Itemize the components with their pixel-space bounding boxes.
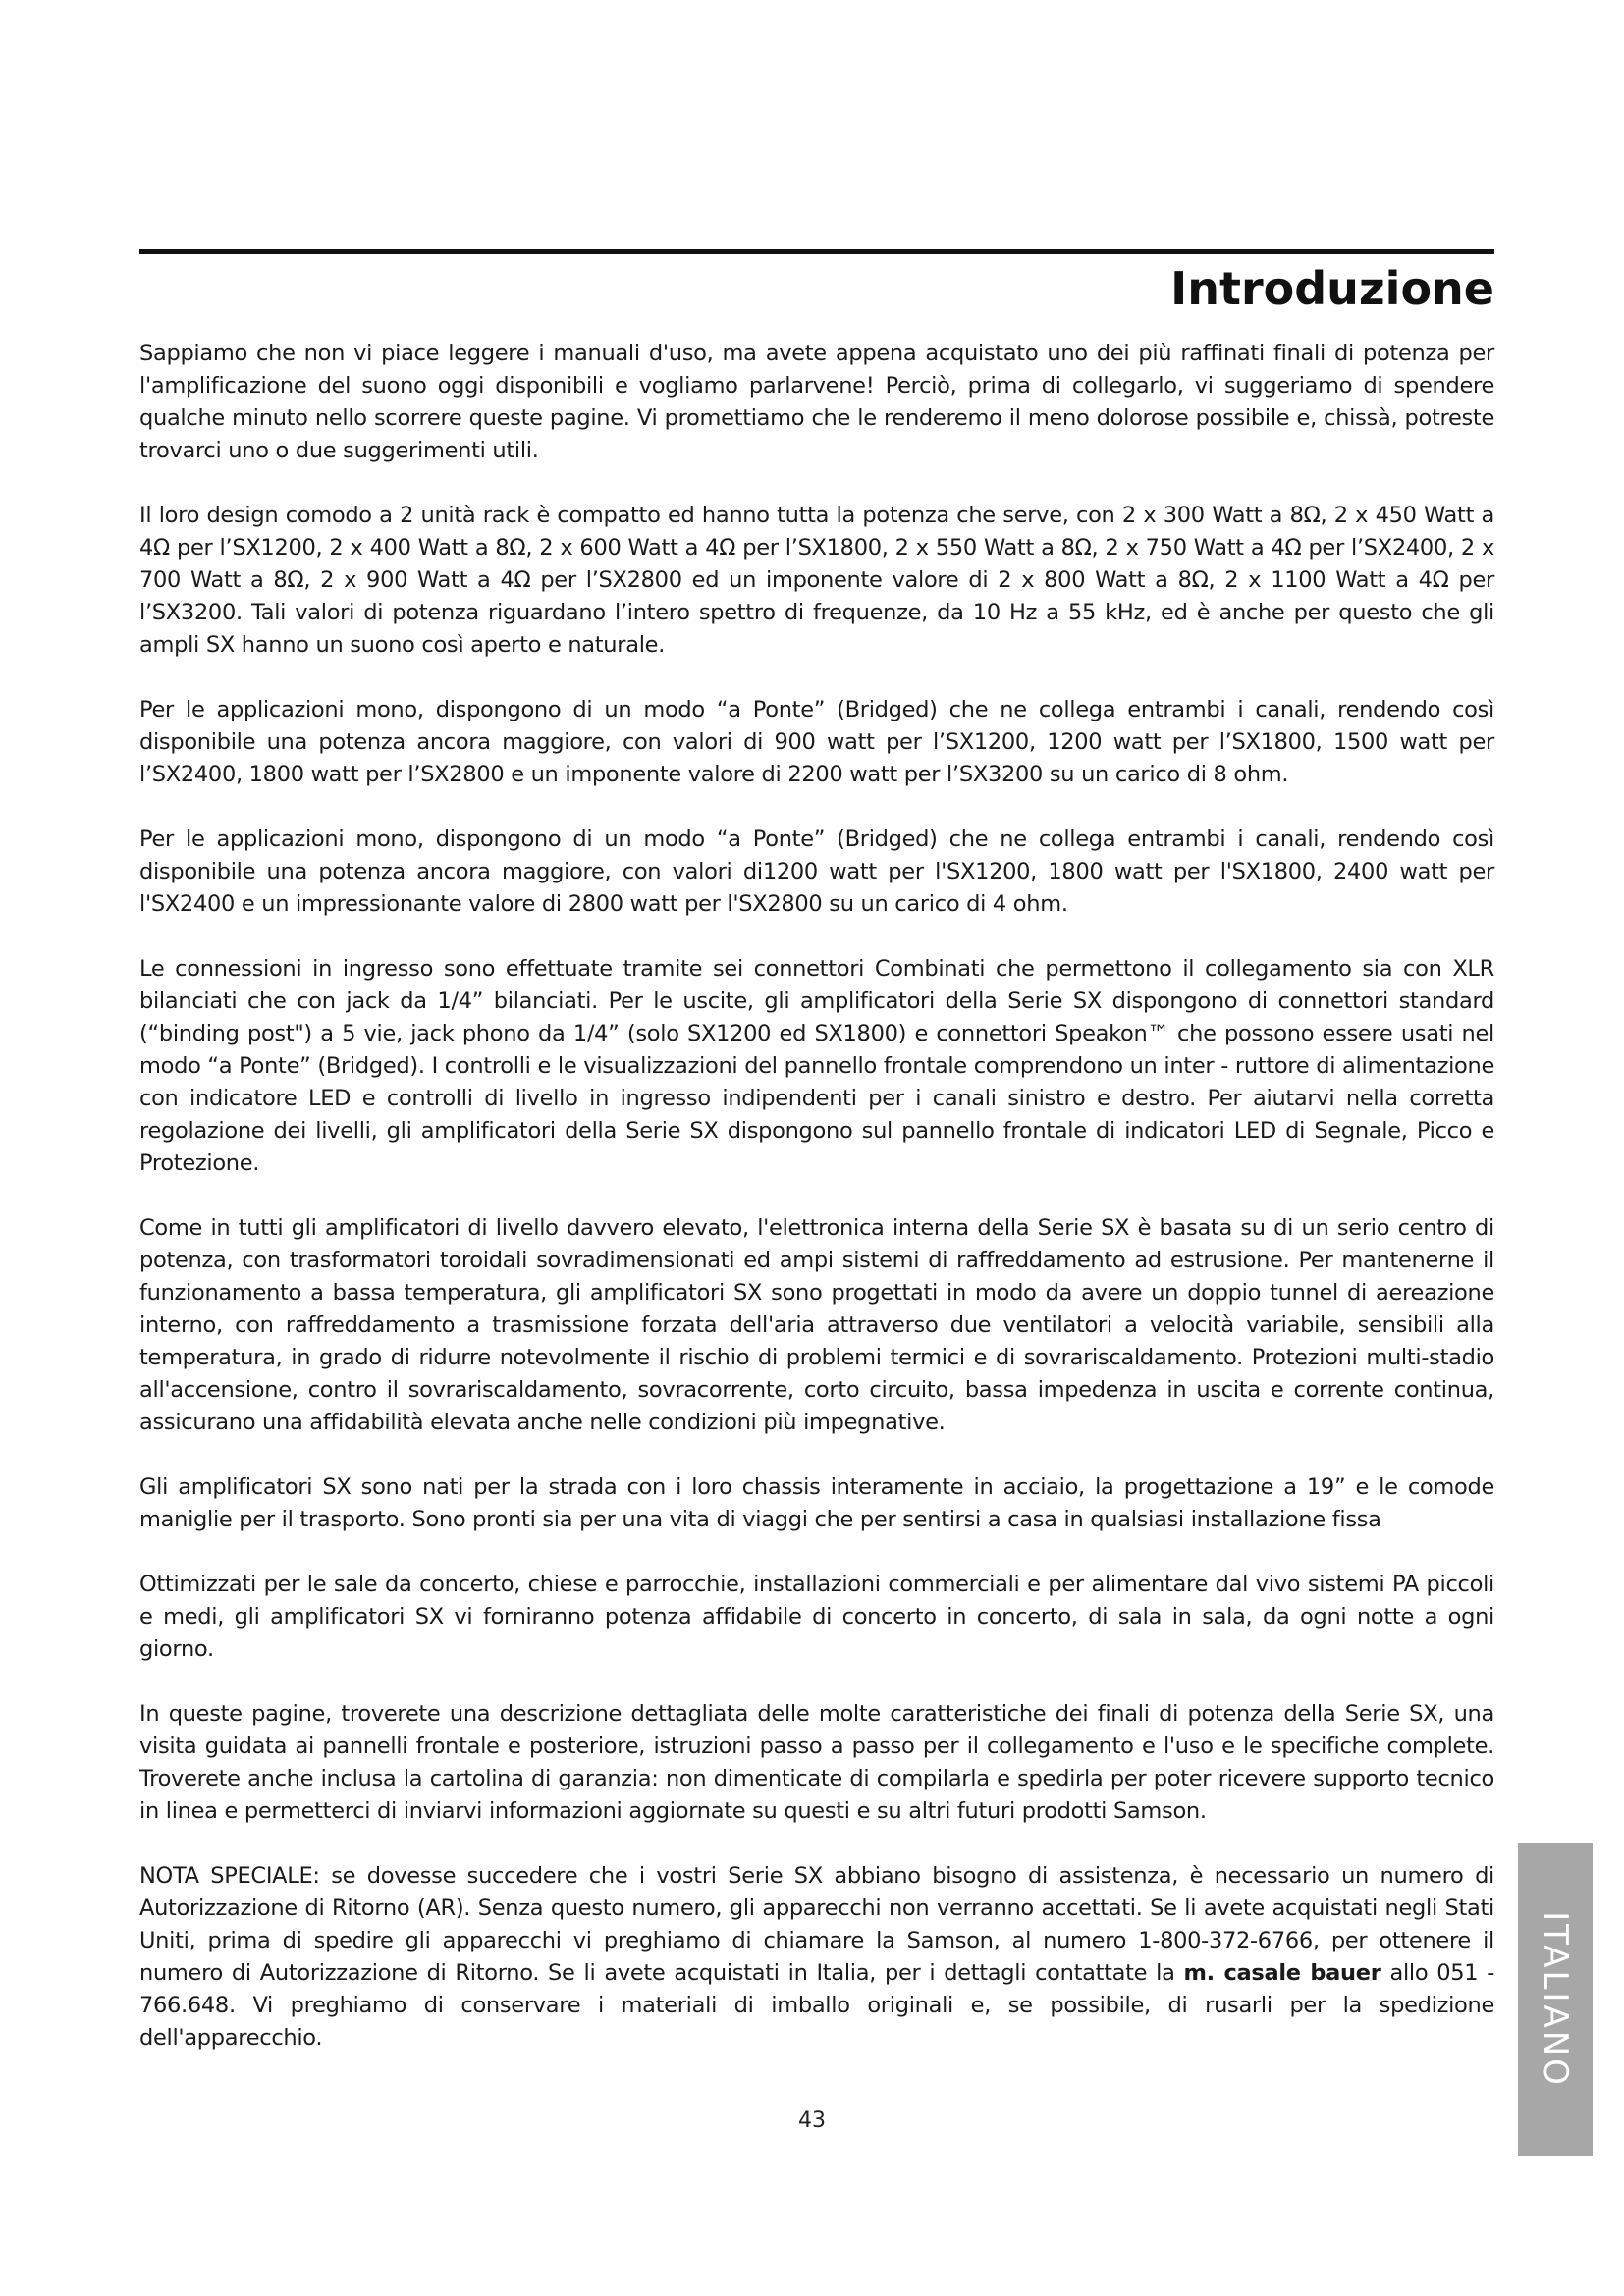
distributor-name: m. casale bauer	[1183, 1960, 1381, 1986]
special-note-text-end: allo 051 - 766.648. Vi preghiamo di conservare i materiali di imballo originali e, se possibile, di rusarli per la spedizione dell'apparecchio.	[139, 1960, 1495, 2051]
page-number: 43	[798, 2109, 826, 2133]
paragraph-manual-contents: In queste pagine, troverete una descrizione dettagliata delle molte caratteristiche dei finali di potenza della Serie SX, una visita guidata ai pannelli frontale e posteriore, istruzioni passo a passo per il collegamento e l'uso e le specifiche complete. Troverete anche inclusa la cartolina di garanzia: non dimenticate di compilarla e spedirla per poter ricevere supporto tecnico in linea e permetterci di inviarvi informazioni aggiornate su questi e su altri futuri prodotti Samson.	[139, 1701, 1494, 1824]
language-tab-label: ITALIANO	[1536, 1911, 1575, 2088]
paragraph-special-note	[139, 1860, 1494, 2055]
paragraph-power-ratings: Il loro design comodo a 2 unità rack è compatto ed hanno tutta la potenza che serve, con 2 x 300 Watt a 8Ω, 2 x 450 Watt a 4Ω per l’SX1200, 2 x 400 Watt a 8Ω, 2 x 600 Watt a 4Ω per l’SX1800, 2 x 550 Watt a 8Ω, 2 x 750 Watt a 4Ω per l’SX2400, 2 x 700 Watt a 8Ω, 2 x 900 Watt a 4Ω per l’SX2800 ed un imponente valore di 2 x 800 Watt a 8Ω, 2 x 1100 Watt a 4Ω per l’SX3200. Tali valori di potenza riguardano l’intero spettro di frequenze, da 10 Hz a 55 kHz, ed è anche per questo che gli ampli SX hanno un suono così aperto e naturale.	[139, 503, 1494, 658]
paragraph-electronics: Come in tutti gli amplificatori di livello davvero elevato, l'elettronica interna della Serie SX è basata su di un serio centro di potenza, con trasformatori toroidali sovradimensionati ed ampi sistemi di raffreddamento ad estrusione. Per mantenerne il funzionamento a bassa temperatura, gli amplificatori SX sono progettati in modo da avere un doppio tunnel di aereazione interno, con raffreddamento a trasmissione forzata dell'aria attraverso due ventilatori a velocità variabile, sensibili alla temperatura, in grado di ridurre notevolmente il rischio di problemi termici e di sovrariscaldamento. Protezioni multi-stadio all'accensione, contro il sovrariscaldamento, sovracorrente, corto circuito, bassa impedenza in uscita e corrente continua, assicurano una affidabilità elevata anche nelle condizioni più impegnative.	[139, 1215, 1494, 1435]
paragraph-bridged-8ohm: Per le applicazioni mono, dispongono di un modo “a Ponte” (Bridged) che ne collega entrambi i canali, rendendo così disponibile una potenza ancora maggiore, con valori di 900 watt per l’SX1200, 1200 watt per l’SX1800, 1500 watt per l’SX2400, 1800 watt per l’SX2800 e un imponente valore di 2200 watt per l’SX3200 su un carico di 8 ohm.	[139, 697, 1494, 787]
body-text	[139, 338, 1494, 2087]
paragraph-bridged-4ohm: Per le applicazioni mono, dispongono di un modo “a Ponte” (Bridged) che ne collega entrambi i canali, rendendo così disponibile una potenza ancora maggiore, con valori di1200 watt per l'SX1200, 1800 watt per l'SX1800, 2400 watt per l'SX2400 e un impressionante valore di 2800 watt per l'SX2800 su un carico di 4 ohm.	[139, 827, 1494, 917]
paragraph-intro: Sappiamo che non vi piace leggere i manuali d'uso, ma avete appena acquistato uno dei più raffinati finali di potenza per l'amplificazione del suono oggi disponibili e vogliamo parlarvene! Perciò, prima di collegarlo, vi suggeriamo di spendere qualche minuto nello scorrere queste pagine. Vi promettiamo che le renderemo il meno dolorose possibile e, chissà, potreste trovarci uno o due suggerimenti utili.	[139, 341, 1494, 463]
paragraph-chassis: Gli amplificatori SX sono nati per la strada con i loro chassis interamente in acciaio, la progettazione a 19” e le comode maniglie per il trasporto. Sono pronti sia per una vita di viaggi che per sentirsi a casa in qualsiasi installazione fissa	[139, 1474, 1494, 1532]
special-note-text: NOTA SPECIALE: se dovesse succedere che i vostri Serie SX abbiano bisogno di assistenza, è necessario un numero di Autorizzazione di Ritorno (AR). Senza questo numero, gli apparecchi non verranno accettati. Se li avete acquistati negli Stati Uniti, prima di spedire gli apparecchi vi preghiamo di chiamare la Samson, al numero 1-800-372-6766, per ottenere il numero di Autorizzazione di Ritorno. Se li avete acquistati in Italia, per i dettagli contattate la	[139, 1863, 1494, 1986]
paragraph-connections: Le connessioni in ingresso sono effettuate tramite sei connettori Combinati che permettono il collegamento sia con XLR bilanciati che con jack da 1/4” bilanciati. Per le uscite, gli amplificatori della Serie SX dispongono di connettori standard (“binding post") a 5 vie, jack phono da 1/4” (solo SX1200 ed SX1800) e connettori Speakon™ che possono essere usati nel modo “a Ponte” (Bridged). I controlli e le visualizzazioni del pannello frontale comprendono un inter - ruttore di alimentazione con indicatore LED e controlli di livello in ingresso indipendenti per i canali sinistro e destro. Per aiutarvi nella corretta regolazione dei livelli, gli amplificatori della Serie SX dispongono sul pannello frontale di indicatori LED di Segnale, Picco e Protezione.	[139, 956, 1494, 1176]
paragraph-applications: Ottimizzati per le sale da concerto, chiese e parrocchie, installazioni commerciali e per alimentare dal vivo sistemi PA piccoli e medi, gli amplificatori SX vi forniranno potenza affidabile di concerto in concerto, di sala in sala, da ogni notte a ogni giorno.	[139, 1572, 1494, 1662]
page-title: Introduzione	[1170, 262, 1494, 315]
